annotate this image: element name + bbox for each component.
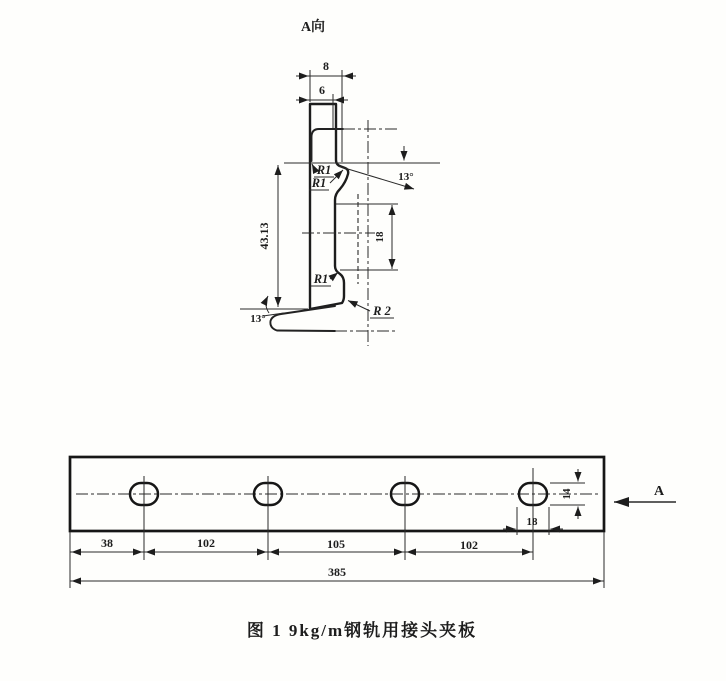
dim-angle-bottom <box>250 296 284 325</box>
section-view-title: A向 <box>300 20 326 35</box>
dim-pitch-3-text: 105 <box>327 537 345 551</box>
rail-head-phantom <box>312 129 344 161</box>
radius-top-b-text: R1 <box>311 176 327 190</box>
dim-total-length-text: 385 <box>328 565 346 579</box>
dim-pitch-2-text: 102 <box>197 536 215 550</box>
figure-caption: 图 1 9kg/m钢轨用接头夹板 <box>246 621 478 640</box>
dim-slot-length-text: 18 <box>526 516 538 528</box>
section-view <box>240 18 440 346</box>
dim-angle-top-text: 13° <box>398 171 414 183</box>
radius-bottom-step-text: R1 <box>313 272 329 286</box>
dim-slot-height-text: 14 <box>561 488 573 500</box>
view-direction-arrow <box>614 484 676 502</box>
view-direction-label: A <box>653 484 665 499</box>
dim-angle-top <box>338 146 414 189</box>
dim-width-8-text: 8 <box>323 59 329 73</box>
dim-face-18 <box>336 204 398 270</box>
dim-width-6 <box>296 83 348 128</box>
radius-heel-text: R 2 <box>373 304 391 318</box>
dim-pitch-4-text: 102 <box>460 538 478 552</box>
dim-width-6-text: 6 <box>319 83 325 97</box>
rail-base-phantom <box>270 306 335 331</box>
dim-face-18-text: 18 <box>374 231 386 243</box>
dim-pitch-1-text: 38 <box>101 536 113 550</box>
dim-height-43-text: 43.13 <box>257 222 271 250</box>
radius-top-a-text: R1 <box>316 163 332 177</box>
dim-angle-bottom-text: 13° <box>250 313 266 325</box>
plate-view <box>70 457 676 588</box>
dim-width-8 <box>296 59 356 162</box>
dim-hole-pitch-chain <box>70 532 604 588</box>
dim-height-43 <box>240 163 440 309</box>
dim-total-length <box>70 565 604 581</box>
